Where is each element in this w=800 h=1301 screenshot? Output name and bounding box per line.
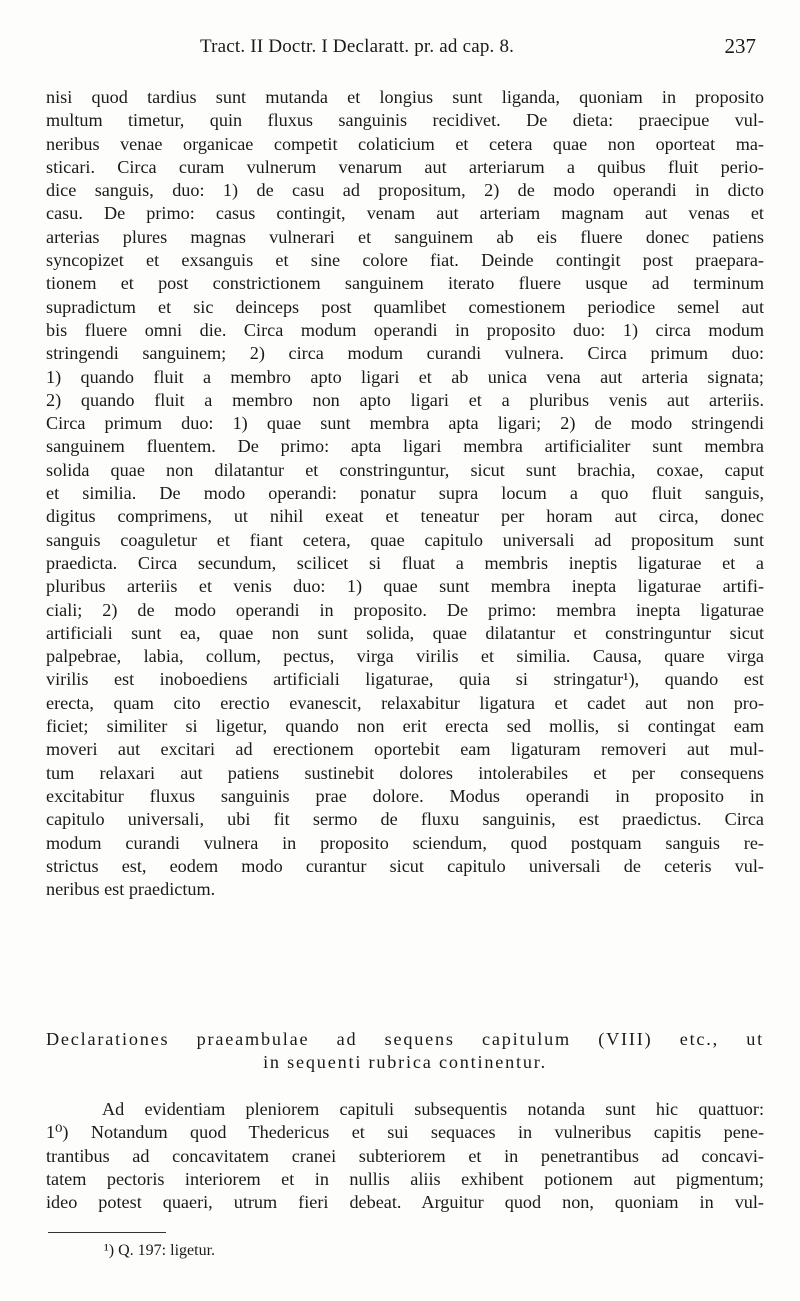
running-title: Tract. II Doctr. I Declaratt. pr. ad cap. 8. [200, 36, 515, 57]
text-line: tionem et post constrictionem sanguinem iterato fluere usque ad terminum [46, 273, 764, 294]
text-line: casu. De primo: casus contingit, venam aut arteriam magnam aut venas et [46, 203, 764, 224]
text-line: strictus est, eodem modo curantur sicut capitulo universali de ceteris vul- [46, 855, 764, 876]
text-line: Ad evidentiam pleniorem capituli subsequentis notanda sunt hic quattuor: [102, 1099, 764, 1119]
text-line: nisi quod tardius sunt mutanda et longius sunt liganda, quoniam in proposito [46, 87, 764, 107]
text-line: artificiali sunt ea, quae non sunt solida, quae dilatantur et constringuntur sicut [46, 622, 764, 643]
text-line: Circa primum duo: 1) quae sunt membra apta ligari; 2) de modo stringendi [46, 413, 764, 434]
text-line: neribus venae organicae competit colaticium et cetera quae non oporteat ma- [46, 133, 764, 154]
text-line: capitulo universali, ubi fit sermo de fluxu sanguinis, est praedictus. Circa [46, 809, 764, 830]
text-line: ideo potest quaeri, utrum fieri debeat. Arguitur quod non, quoniam in vul- [46, 1192, 764, 1213]
text-line: multum timetur, quin fluxus sanguinis recidivet. De dieta: praecipue vul- [46, 110, 764, 131]
heading-line: Declarationes praeambulae ad sequens capitulum (VIII) etc., ut [46, 1029, 764, 1049]
page-number: 237 [724, 34, 756, 58]
text-line: supradictum et sic deinceps post quamlibet comestionem periodice semel aut [46, 296, 764, 317]
section-heading [46, 1028, 764, 1074]
text-line: arterias plures magnas vulnerari et sanguinem ab eis fluere donec patiens [46, 226, 764, 247]
text-line: pluribus arteriis et venis duo: 1) quae sunt membra inepta ligaturae artifi- [46, 576, 764, 597]
text-line: sanguinem fluentem. De primo: apta ligari membra artificialiter sunt membra [46, 436, 764, 457]
text-line: digitus comprimens, ut nihil exeat et teneatur per horam aut circa, donec [46, 506, 764, 527]
text-line: 2) quando fluit a membro non apto ligari et a pluribus venis aut arteriis. [46, 389, 764, 410]
text-line: ciali; 2) de modo operandi in proposito. De primo: membra inepta ligaturae [46, 599, 764, 620]
text-line: erecta, quam cito erectio evanescit, relaxabitur ligatura et cadet aut non pro- [46, 692, 764, 713]
text-line: tum relaxari aut patiens sustinebit dolores intolerabiles et per consequens [46, 762, 764, 783]
text-line: praedicta. Circa secundum, scilicet si fluat a membris ineptis ligaturae et a [46, 552, 764, 573]
text-line: syncopizet et exsanguis et sine colore fiat. Deinde contingit post praepara- [46, 250, 764, 271]
text-line: ficiet; similiter si ligetur, quando non erit erecta sed mollis, si contingat eam [46, 716, 764, 737]
second-paragraph [46, 1098, 764, 1214]
text-line: sanguis coaguletur et fiant cetera, quae capitulo universali ad propositum sunt [46, 529, 764, 550]
text-line: et similia. De modo operandi: ponatur supra locum a quo fluit sanguis, [46, 483, 764, 504]
text-line: neribus est praedictum. [46, 879, 216, 900]
text-line: 1) quando fluit a membro apto ligari et ab unica vena aut arteria signata; [46, 366, 764, 387]
text-line: dice sanguis, duo: 1) de casu ad propositum, 2) de modo operandi in dicto [46, 180, 764, 201]
heading-line: in sequenti rubrica continentur. [263, 1052, 547, 1072]
text-line: moveri aut excitari ad erectionem oportebit eam ligaturam removeri aut mul- [46, 739, 764, 760]
text-line: 1⁰) Notandum quod Thedericus et sui sequaces in vulneribus capitis pene- [46, 1122, 764, 1143]
text-line: trantibus ad concavitatem cranei subteriorem et in penetrantibus ad concavi- [46, 1145, 764, 1166]
main-paragraph [46, 86, 764, 901]
text-line: stringendi sanguinem; 2) circa modum curandi vulnera. Circa primum duo: [46, 343, 764, 364]
text-line: tatem pectoris interiorem et in nullis aliis exhibent potionem aut pigmentum; [46, 1168, 764, 1189]
text-line: solida quae non dilatantur et constringuntur, sicut sunt brachia, coxae, caput [46, 459, 764, 480]
text-line: bis fluere omni die. Circa modum operandi in proposito duo: 1) circa modum [46, 319, 764, 340]
footnote: ¹) Q. 197: ligetur. [104, 1242, 216, 1259]
text-line: modum curandi vulnera in proposito sciendum, quod postquam sanguis re- [46, 832, 764, 853]
text-line: virilis est inoboediens artificiali ligaturae, quia si stringatur¹), quando est [46, 669, 764, 690]
text-line: sticari. Circa curam vulnerum venarum aut arteriarum a quibus fluit perio- [46, 156, 764, 177]
text-line: palpebrae, labia, collum, pectus, virga virilis et similia. Causa, quare virga [46, 646, 764, 667]
footnote-divider [48, 1232, 166, 1233]
text-line: excitabitur fluxus sanguinis prae dolore. Modus operandi in proposito in [46, 785, 764, 806]
